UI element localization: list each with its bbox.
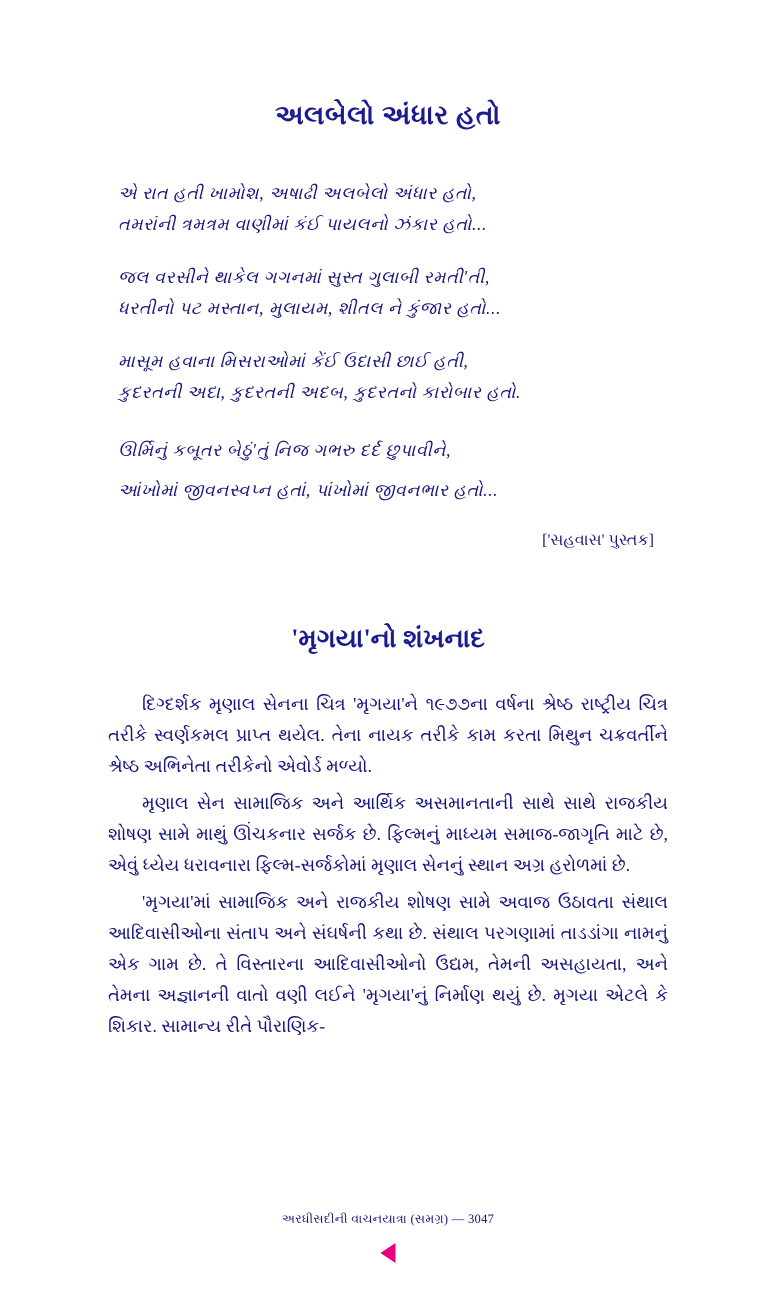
poem-line: ઊર્મિનું કબૂતર બેઠું'તું નિજ ગભરુ દર્દ છુપાવીને, — [118, 440, 451, 460]
poem-line: તમરાંની ત્રમત્રમ વાણીમાં કંઈ પાયલનો ઝંકાર હતો... — [118, 214, 487, 234]
poem-stanza — [118, 178, 658, 240]
essay-paragraph: દિગ્દર્શક મૃણાલ સેનના ચિત્ર 'મૃગયા'ને ૧૯૭૭ના વર્ષના શ્રેષ્ઠ રાષ્ટ્રીય ચિત્ર તરીકે સ્વર્ણકમલ પ્રાપ્ત થયેલ. તેના નાયક તરીકે કામ કરતા મિથુન ચક્રવર્તીને શ્રેષ્ઠ અભિનેતા તરીકેનો એવોર્ડ મળ્યો. — [108, 694, 668, 776]
essay-paragraph: 'મૃગયા'માં સામાજિક અને રાજકીય શોષણ સામે અવાજ ઉઠાવતા સંથાલ આદિવાસીઓના સંતાપ અને સંઘર્ષની કથા છે. સંથાલ પરગણામાં તાડડાંગા નામનું એક ગામ છે. તે વિસ્તારના આદિવાસીઓનો ઉદ્યમ, તેમની અસહાયતા, અને તેમના અજ્ઞાનની વાતો વણી લઈને 'મૃગયા'નું નિર્માણ થયું છે. મૃગયા એટલે કે શિકાર. સામાન્ય રીતે પૌરાણિક- — [108, 892, 668, 1036]
poem-source: ['સહવાસ' પુસ્તક] — [542, 532, 654, 549]
page-footer: અરધીસદીની વાચનયાત્રા (સમગ્ર) — 3047 — [281, 1212, 495, 1226]
poem-line: જલ વરસીને થાકેલ ગગનમાં સુસ્ત ગુલાબી રમતી'તી, — [118, 267, 490, 287]
poem-stanza — [118, 262, 658, 324]
poem-stanza — [118, 346, 658, 408]
poem-line: માસૂમ હવાના મિસરાઓમાં કેંઈ ઉદાસી છાઈ હતી, — [118, 351, 469, 371]
poem-body — [118, 178, 658, 550]
document-page — [0, 100, 776, 1299]
poem-stanza — [118, 430, 658, 510]
poem-line: એ રાત હતી ખામોશ, અષાઢી અલબેલો અંધાર હતો, — [118, 183, 477, 203]
poem-title: અલબેલો અંધાર હતો — [275, 100, 501, 130]
essay-title: 'મૃગયા'નો શંખનાદ — [291, 624, 485, 653]
poem-line: ધરતીનો પટ મસ્તાન, મુલાયમ, શીતલ ને કુંજાર હતો... — [118, 298, 501, 318]
poem-line: આંખોમાં જીવનસ્વપ્ન હતાં, પાંખોમાં જીવનભાર હતો... — [118, 480, 499, 500]
poem-line: કુદરતની અદા, કુદરતની અદબ, કુદરતનો કારોબાર હતો. — [118, 382, 521, 402]
essay-body — [108, 689, 668, 1042]
triangle-left-icon[interactable] — [381, 1243, 396, 1263]
essay-paragraph: મૃણાલ સેન સામાજિક અને આર્થિક અસમાનતાની સાથે સાથે રાજકીય શોષણ સામે માથું ઊંચકનાર સર્જક છે. ફિલ્મનું માધ્યમ સમાજ-જાગૃતિ માટે છે, એવું ધ્યેય ધરાવનારા ફિલ્મ-સર્જકોમાં મૃણાલ સેનનું સ્થાન અગ્ર હરોળમાં છે. — [108, 793, 668, 875]
